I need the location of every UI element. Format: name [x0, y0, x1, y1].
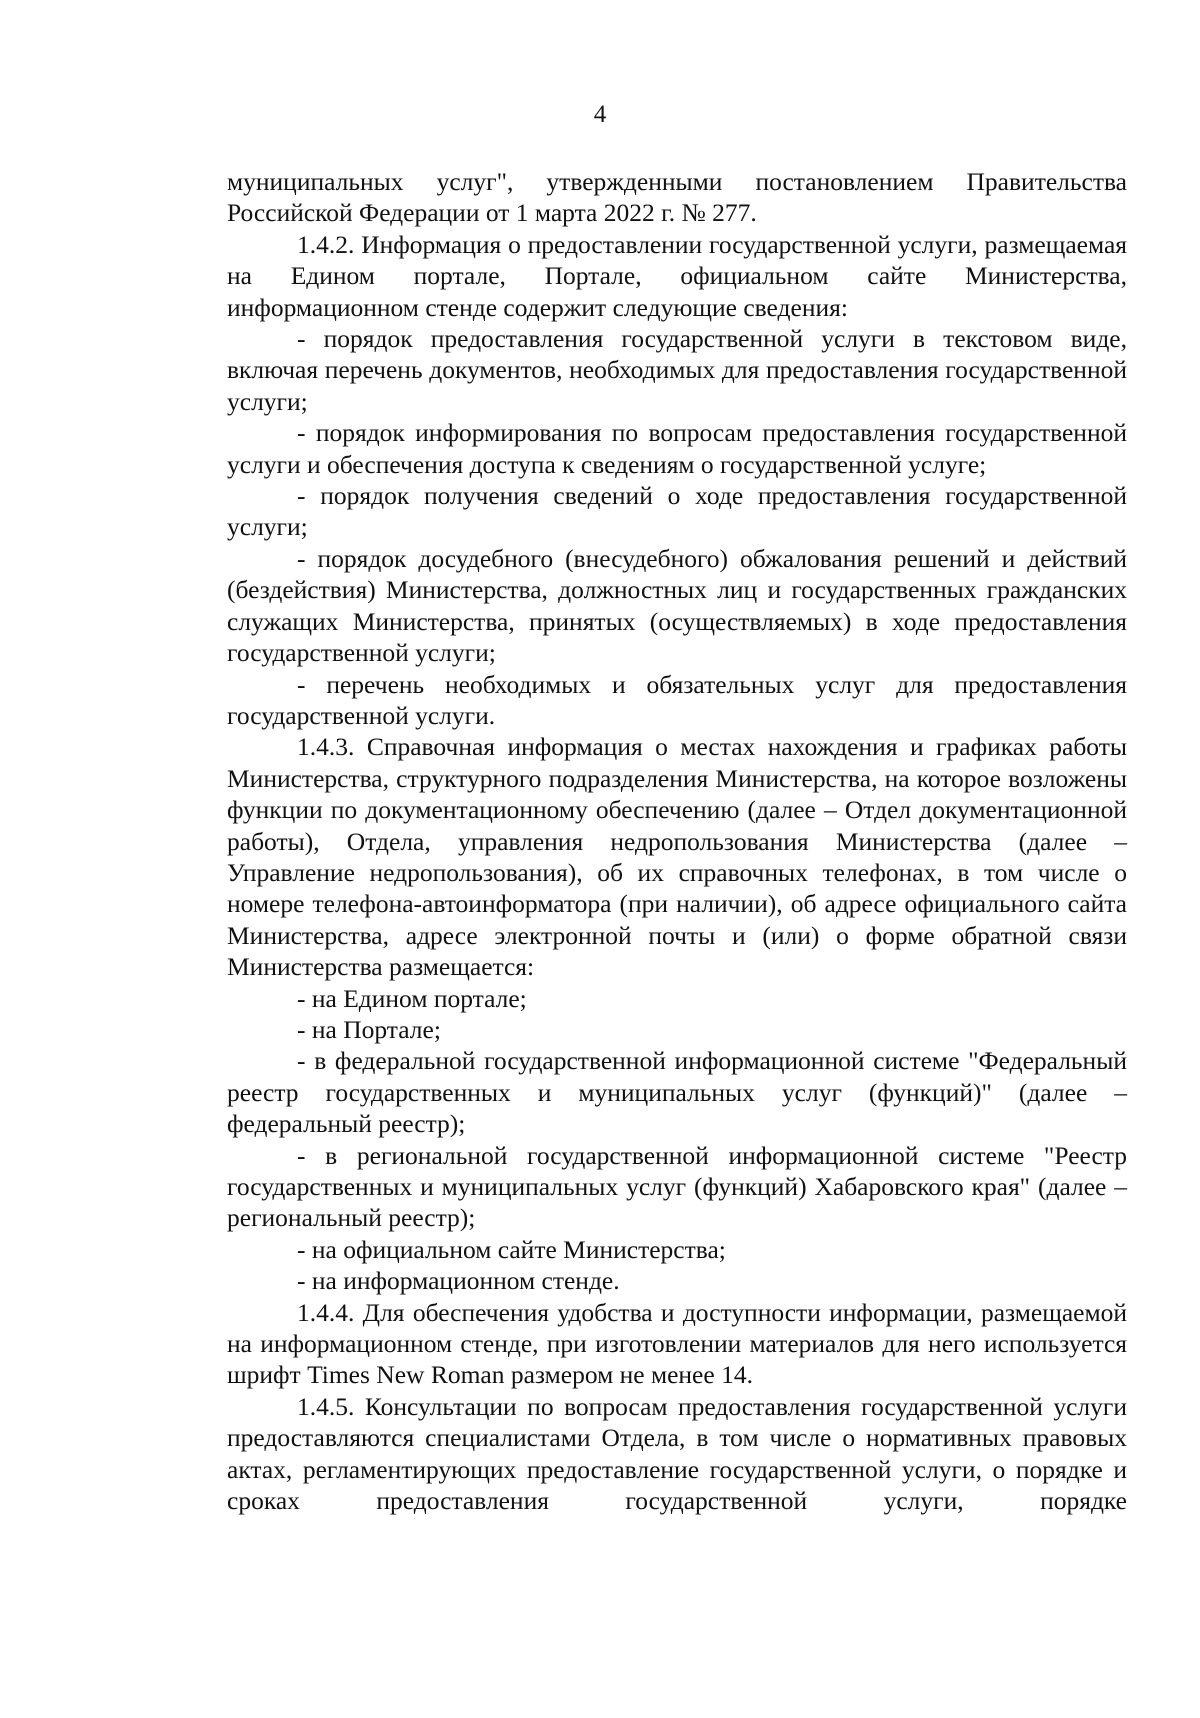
list-item: - в федеральной государственной информационной системе "Федеральный реестр государственных и муниципальных услуг (функций)" (далее – федеральный реестр); [227, 1046, 1127, 1139]
paragraph: 1.4.5. Консультации по вопросам предоставления государственной услуги предоставляются специалистами Отдела, в том числе о нормативных правовых актах, регламентирующих предоставление государственной услуги, о порядке и сроках предоставления государственной услуги, порядке [227, 1391, 1127, 1516]
paragraph: 1.4.2. Информация о предоставлении государственной услуги, размещаемая на Едином портале, Портале, официальном сайте Министерства, информационном стенде содержит следующие сведения: [227, 229, 1127, 322]
paragraph: 1.4.3. Справочная информация о местах нахождения и графиках работы Министерства, структурного подразделения Министерства, на которое возложены функции по документационному обеспечению (далее – Отдел документационной работы), Отдела, управления недропользования Министерства (далее – Управление недропользования), об их справочных телефонах, в том числе о номере телефона-автоинформатора (при наличии), об адресе официального сайта Министерства, адресе электронной почты и (или) о форме обратной связи Министерства размещается: [227, 732, 1127, 982]
list-item: - в региональной государственной информационной системе "Реестр государственных и муниципальных услуг (функций) Хабаровского края" (далее – региональный реестр); [227, 1140, 1127, 1233]
page-number: 4 [593, 101, 607, 128]
list-item: - на информационном стенде. [297, 1266, 620, 1296]
paragraph: муниципальных услуг", утвержденными постановлением Правительства Российской Федерации от 1 марта 2022 г. № 277. [227, 167, 1127, 228]
list-item: - порядок досудебного (внесудебного) обжалования решений и действий (бездействия) Министерства, должностных лиц и государственных гражданских служащих Министерства, принятых (осуществляемых) в ходе предоставления государственной услуги; [227, 543, 1127, 668]
list-item: - на Портале; [297, 1014, 441, 1044]
list-item: - порядок информирования по вопросам предоставления государственной услуги и обеспечения доступа к сведениям о государственной услуге; [227, 418, 1127, 479]
list-item: - на Едином портале; [297, 983, 527, 1013]
list-item: - на официальном сайте Министерства; [297, 1234, 726, 1264]
list-item: - порядок получения сведений о ходе предоставления государственной услуги; [227, 481, 1127, 542]
list-item: - порядок предоставления государственной услуги в текстовом виде, включая перечень документов, необходимых для предоставления государственной услуги; [227, 324, 1127, 416]
list-item: - перечень необходимых и обязательных услуг для предоставления государственной услуги. [227, 669, 1127, 730]
paragraph: 1.4.4. Для обеспечения удобства и доступности информации, размещаемой на информационном стенде, при изготовлении материалов для него используется шрифт Times New Roman размером не менее 14. [227, 1297, 1127, 1390]
document-body [227, 166, 1127, 1516]
